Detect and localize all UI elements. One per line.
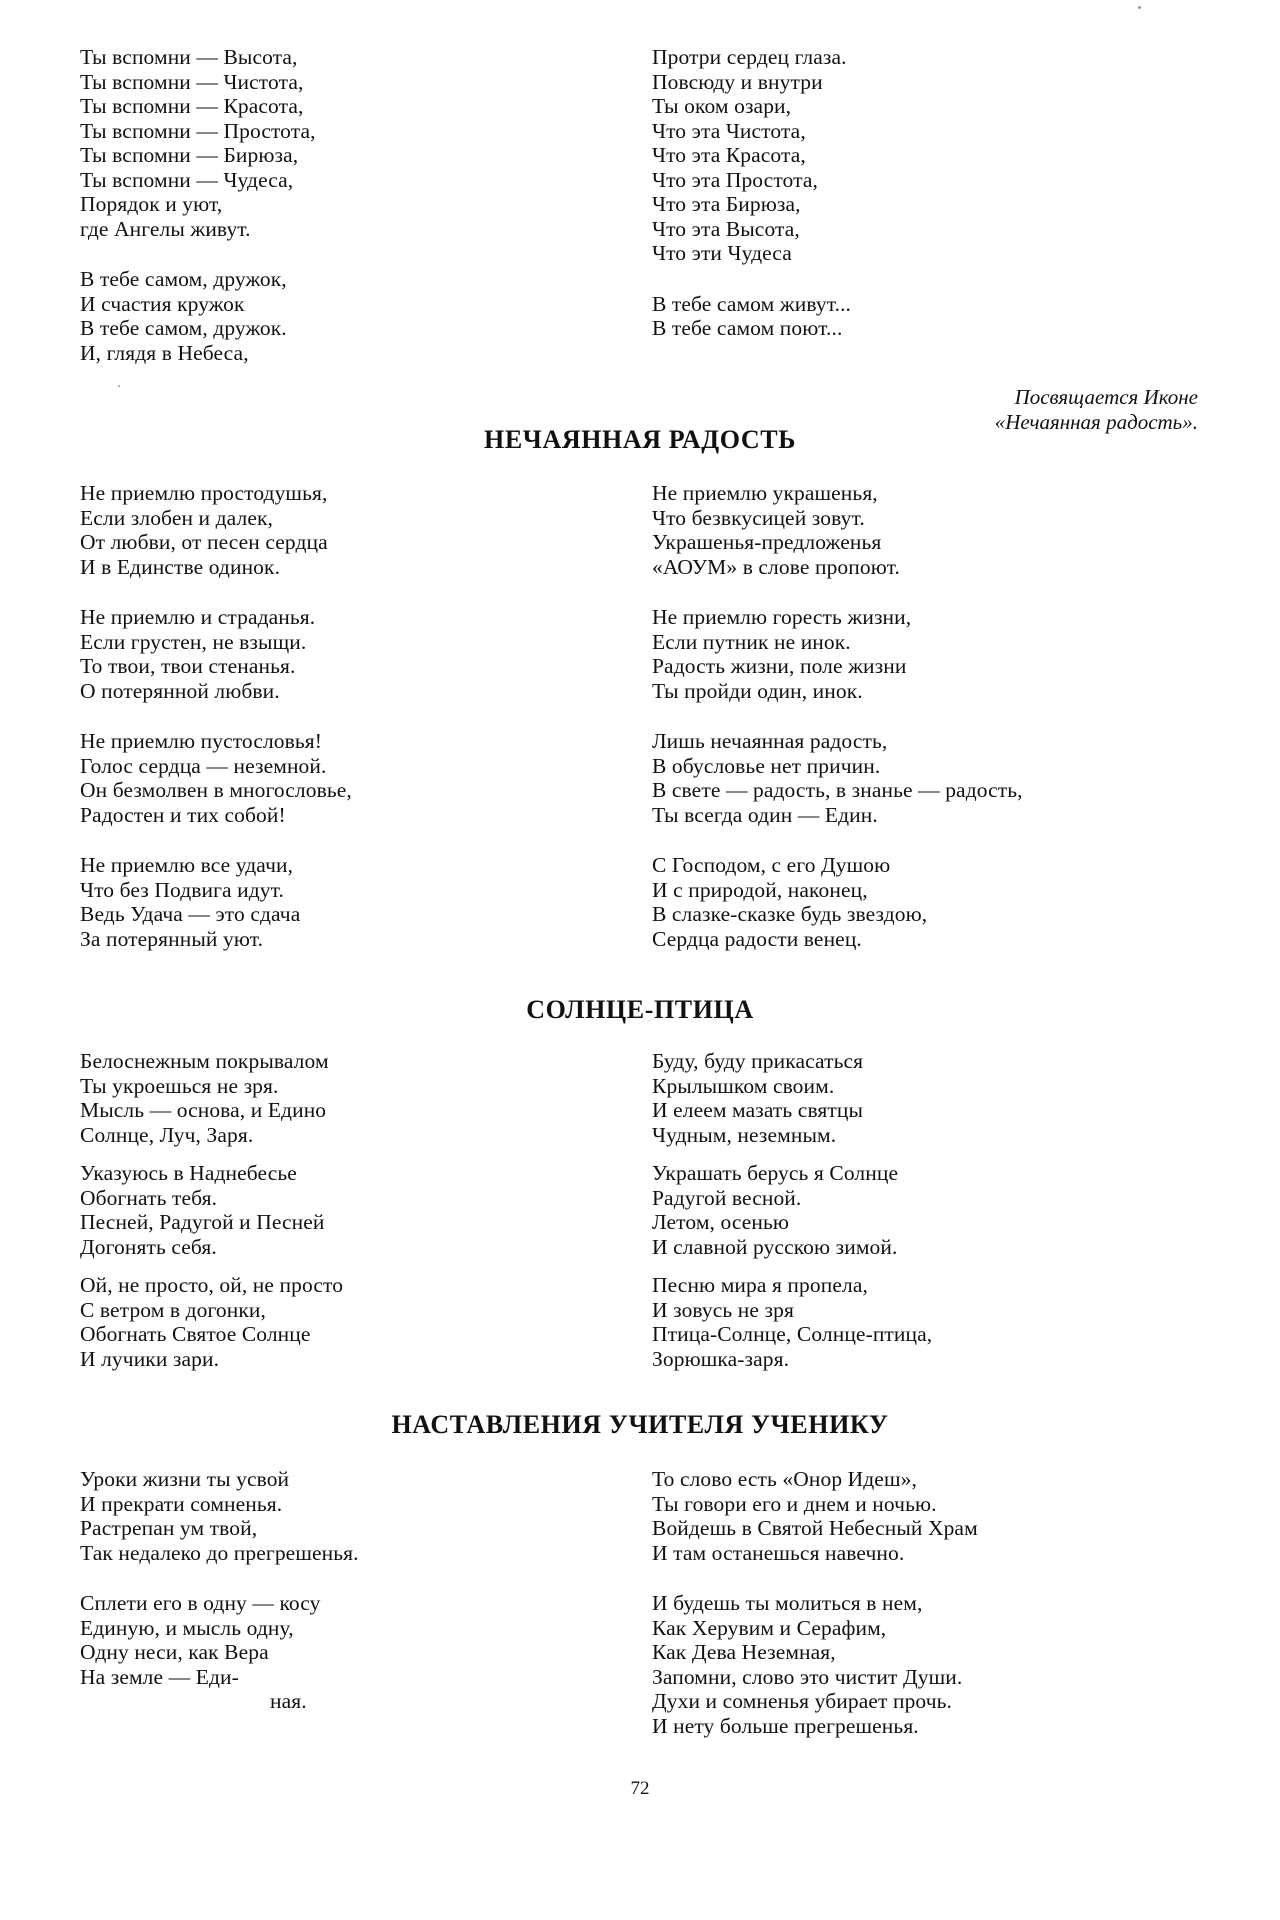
poem-line: Указуюсь в Наднебесье	[80, 1161, 297, 1185]
stanza	[80, 1161, 640, 1259]
poem-line: Ты вспомни — Чудеса,	[80, 167, 294, 192]
poem-line: Ты всегда один — Един.	[652, 802, 878, 827]
poem-line: Зорюшка-заря.	[652, 1346, 790, 1371]
poem-line: Что эта Высота,	[652, 216, 800, 241]
poem-line: Радость жизни, поле жизни	[652, 654, 907, 678]
poem-line: Лишь нечаянная радость,	[652, 729, 888, 753]
poem-line: И счастия кружок	[80, 291, 245, 316]
right-column	[652, 1049, 1212, 1385]
poem-line: Не приемлю простодушья,	[80, 481, 328, 505]
stanza	[652, 45, 1212, 266]
poem-line: Украшенья-предложенья	[652, 530, 882, 554]
poem-line: Не приемлю и страданья.	[80, 605, 316, 629]
poem-line: И, глядя в Небеса,	[80, 340, 249, 365]
stanza	[80, 729, 640, 827]
poem-line: В тебе самом, дружок,	[80, 267, 287, 291]
right-column	[652, 45, 1212, 367]
poem-line: В тебе самом, дружок.	[80, 316, 287, 340]
poem-title: НЕЧАЯННАЯ РАДОСТЬ	[484, 425, 796, 454]
poem-line: И славной русскою зимой.	[652, 1234, 898, 1259]
poem-line: Повсюду и внутри	[652, 69, 823, 94]
poem-line: Духи и сомненья убирает прочь.	[652, 1689, 952, 1713]
poem-line: Растрепан ум твой,	[80, 1516, 258, 1540]
poem-line: Ой, не просто, ой, не просто	[80, 1273, 344, 1297]
stanza	[80, 481, 640, 579]
poem-line: Войдешь в Святой Небесный Храм	[652, 1516, 978, 1540]
stanza	[652, 1049, 1212, 1147]
poem-line: За потерянный уют.	[80, 926, 264, 951]
poem-line: Что без Подвига идут.	[80, 877, 284, 902]
poem-line: Уроки жизни ты усвой	[80, 1467, 290, 1491]
poem-line: Если грустен, не взыщи.	[80, 629, 307, 654]
stanza	[652, 292, 1212, 341]
poem-line: От любви, от песен сердца	[80, 530, 328, 554]
poem-line: Что эта Чистота,	[652, 118, 806, 143]
poem-line: Запомни, слово это чистит Души.	[652, 1664, 963, 1689]
poem-line: Сердца радости венец.	[652, 926, 862, 951]
scan-speck	[1138, 6, 1141, 9]
poem-line: Солнце, Луч, Заря.	[80, 1122, 254, 1147]
poem-line: Единую, и мысль одну,	[80, 1615, 294, 1640]
poem-line: Что эта Красота,	[652, 143, 806, 167]
poem-line: Мысль — основа, и Едино	[80, 1098, 327, 1122]
poem-line: В обусловье нет причин.	[652, 753, 881, 778]
poem-line: Протри сердец глаза.	[652, 45, 847, 69]
poem-line: Он безмолвен в многословье,	[80, 778, 352, 802]
scan-speck	[118, 385, 120, 387]
poem-line: Не приемлю все удачи,	[80, 853, 294, 877]
poem-line: Голос сердца — неземной.	[80, 753, 327, 778]
poem-line: Ты вспомни — Простота,	[80, 118, 316, 143]
poem-line: Как Херувим и Серафим,	[652, 1615, 887, 1640]
poem-line: Что эти Чудеса	[652, 241, 792, 265]
poem-line: Ты вспомни — Красота,	[80, 94, 304, 118]
poem-line: И зовусь не зря	[652, 1297, 794, 1322]
poem-line: Песней, Радугой и Песней	[80, 1210, 325, 1234]
poem-line: Если путник не инок.	[652, 629, 851, 654]
poem-line: ная.	[270, 1689, 307, 1713]
poem-line: Белоснежным покрывалом	[80, 1049, 329, 1073]
poem-line: Птица-Солнце, Солнце-птица,	[652, 1322, 933, 1346]
poem-line: Украшать берусь я Солнце	[652, 1161, 899, 1185]
poem-line: И нету больше прегрешенья.	[652, 1713, 919, 1738]
poem-line: «АОУМ» в слове пропоют.	[652, 554, 900, 579]
poem-line: Догонять себя.	[80, 1234, 217, 1259]
poem-line: Не приемлю украшенья,	[652, 481, 878, 505]
poem-line: Сплети его в одну — косу	[80, 1591, 321, 1615]
poem-line: В тебе самом живут...	[652, 291, 852, 316]
page-number: 72	[630, 1778, 650, 1799]
poem-line: Радугой весной.	[652, 1185, 802, 1210]
left-column	[80, 45, 640, 391]
left-column	[80, 1049, 640, 1385]
poem-line: Обогнать тебя.	[80, 1185, 218, 1210]
poem-line: Одну неси, как Вера	[80, 1640, 269, 1664]
poem-line: Что эта Бирюза,	[652, 192, 801, 216]
stanza	[652, 1591, 1212, 1738]
stanza	[652, 853, 1212, 951]
poem-line: Ты говори его и днем и ночью.	[652, 1491, 937, 1516]
poem-line: Ты вспомни — Высота,	[80, 45, 298, 69]
poem-line: С ветром в догонки,	[80, 1297, 266, 1322]
poem-line: И будешь ты молиться в нем,	[652, 1591, 923, 1615]
stanza	[652, 729, 1212, 827]
poem-line: И лучики зари.	[80, 1346, 220, 1371]
stanza	[652, 605, 1212, 703]
stanza	[652, 481, 1212, 579]
poem-line: Ты укроешься не зря.	[80, 1073, 279, 1098]
stanza	[80, 1273, 640, 1371]
poem-line: где Ангелы живут.	[80, 216, 251, 241]
poem-line: Если злобен и далек,	[80, 505, 273, 530]
poem-line: В свете — радость, в знанье — радость,	[652, 778, 1023, 802]
poem-line: На земле — Еди-	[80, 1664, 239, 1689]
poem-line: И елеем мазать святцы	[652, 1098, 864, 1122]
poem-line: Обогнать Святое Солнце	[80, 1322, 311, 1346]
poem-title: СОЛНЦЕ-ПТИЦА	[526, 995, 754, 1024]
poem-line: Не приемлю горесть жизни,	[652, 605, 912, 629]
poem-line: Буду, буду прикасаться	[652, 1049, 864, 1073]
poem-line: И там останешься навечно.	[652, 1540, 905, 1565]
poem-line: Летом, осенью	[652, 1210, 790, 1234]
stanza	[80, 853, 640, 951]
poem-line: Что безвкусицей зовут.	[652, 505, 865, 530]
stanza	[80, 1049, 640, 1147]
poem-line: В слазке-сказке будь звездою,	[652, 902, 928, 926]
poem-line: С Господом, с его Душою	[652, 853, 891, 877]
poem-line: Чудным, неземным.	[652, 1122, 837, 1147]
poem-line: О потерянной любви.	[80, 678, 280, 703]
dedication-line: Посвящается Иконе	[1014, 385, 1198, 409]
poem-line: Ты оком озари,	[652, 94, 792, 118]
poem-line: И в Единстве одинок.	[80, 554, 281, 579]
stanza	[652, 1467, 1212, 1565]
right-column	[652, 1467, 1212, 1764]
right-column	[652, 481, 1212, 977]
poem-line: То слово есть «Онор Идеш»,	[652, 1467, 917, 1491]
poem-line: Не приемлю пустословья!	[80, 729, 323, 753]
stanza	[80, 1591, 640, 1689]
poem-line: Как Дева Неземная,	[652, 1640, 836, 1664]
poem-line: Так недалеко до прегрешенья.	[80, 1540, 359, 1565]
poem-line: Песню мира я пропела,	[652, 1273, 868, 1297]
stanza	[80, 45, 640, 241]
stanza	[80, 605, 640, 703]
poem-line: То твои, твои стенанья.	[80, 654, 296, 678]
poem-line: Крылышком своим.	[652, 1073, 835, 1098]
stanza	[80, 267, 640, 365]
poem-line: Радостен и тих собой!	[80, 802, 286, 827]
stanza	[652, 1161, 1212, 1259]
poem-line: Ведь Удача — это сдача	[80, 902, 301, 926]
poem-line: И прекрати сомненья.	[80, 1491, 283, 1516]
poem-line: Порядок и уют,	[80, 192, 223, 216]
poem-line: И с природой, наконец,	[652, 877, 868, 902]
stanza	[652, 1273, 1212, 1371]
left-column	[80, 1467, 640, 1714]
poem-line: В тебе самом поют...	[652, 316, 843, 340]
left-column	[80, 481, 640, 977]
poem-line: Ты вспомни — Чистота,	[80, 69, 304, 94]
poem-line: Ты пройди один, инок.	[652, 678, 863, 703]
poem-line: Ты вспомни — Бирюза,	[80, 143, 299, 167]
stanza	[80, 1467, 640, 1565]
poem-title: НАСТАВЛЕНИЯ УЧИТЕЛЯ УЧЕНИКУ	[391, 1410, 889, 1439]
dedication-line: «Нечаянная радость».	[994, 410, 1198, 434]
poem-line: Что эта Простота,	[652, 167, 818, 192]
